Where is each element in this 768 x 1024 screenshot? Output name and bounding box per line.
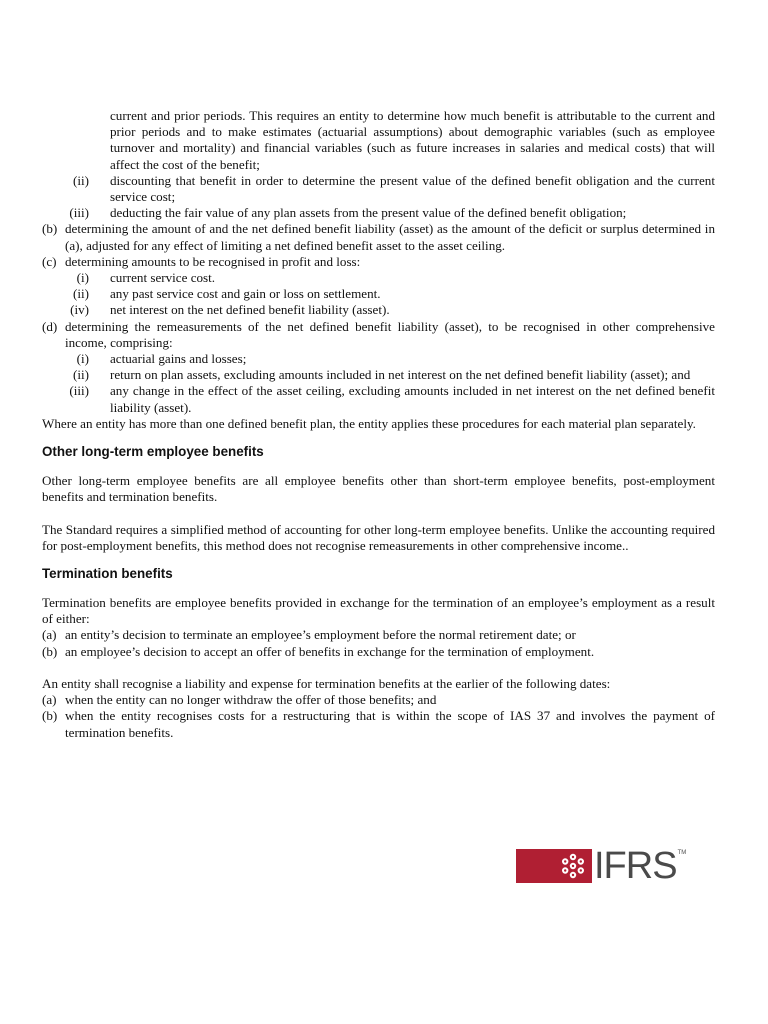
list-item-c <box>42 254 715 270</box>
paragraph: Termination benefits are employee benefits provided in exchange for the termination of an employee’s employment as a result of either: <box>42 595 715 627</box>
list-item <box>42 302 715 318</box>
list-item <box>42 708 715 740</box>
list-item <box>42 173 715 205</box>
list-number: (i) <box>76 351 89 367</box>
closing-paragraph: Where an entity has more than one defined benefit plan, the entity applies these procedures for each material plan separately. <box>42 415 696 431</box>
list-text: an employee’s decision to accept an offer of benefits in exchange for the termination of employment. <box>65 643 595 659</box>
list-text: determining the amount of and the net defined benefit liability (asset) as the amount of the deficit or surplus determined in (a), adjusted for any effect of limiting a net defined benefit asset to the asset ceiling. <box>65 221 715 253</box>
list-text: any change in the effect of the asset ceiling, excluding amounts included in net interest on the net defined benefit liability (asset). <box>110 383 715 415</box>
list-item <box>42 270 715 286</box>
list-number: (iii) <box>69 383 89 399</box>
list-text: return on plan assets, excluding amounts included in net interest on the net defined benefit liability (asset); and <box>110 367 691 383</box>
list-text: any past service cost and gain or loss on settlement. <box>110 286 381 302</box>
list-number: (iv) <box>70 302 89 318</box>
list-text: when the entity recognises costs for a restructuring that is within the scope of IAS 37 and involves the payment of termination benefits. <box>65 708 715 740</box>
list-text: net interest on the net defined benefit liability (asset). <box>110 302 390 318</box>
paragraph: Other long-term employee benefits are all employee benefits other than short-term employee benefits, post-employment benefits and termination benefits. <box>42 473 715 505</box>
logo-wordmark: IFRS <box>594 845 677 887</box>
list-text: deducting the fair value of any plan assets from the present value of the defined benefit obligation; <box>110 205 627 221</box>
section-heading-termination: Termination benefits <box>42 566 173 582</box>
list-item <box>42 383 715 415</box>
list-text: determining the remeasurements of the net defined benefit liability (asset), to be recognised in other comprehensive income, comprising: <box>65 318 715 350</box>
list-item <box>42 627 715 643</box>
list-item <box>42 367 715 383</box>
paragraph: An entity shall recognise a liability and expense for termination benefits at the earlier of the following dates: <box>42 676 611 692</box>
list-text: discounting that benefit in order to determine the present value of the defined benefit obligation and the current service cost; <box>110 172 715 205</box>
intro-continuation: current and prior periods. This requires an entity to determine how much benefit is attributable to the current and prior periods and to make estimates (actuarial assumptions) about demographic variables (such as employee turnover and mortality) and financial variables (such as future increases in salaries and medical costs) that will affect the cost of the benefit; <box>110 108 715 172</box>
list-item <box>42 644 715 660</box>
list-item <box>42 205 715 221</box>
list-text: when the entity can no longer withdraw the offer of those benefits; and <box>65 692 437 708</box>
list-number: (b) <box>42 708 58 724</box>
list-text: an entity’s decision to terminate an employee’s employment before the normal retirement date; or <box>65 627 576 643</box>
list-number: (ii) <box>73 286 89 302</box>
list-item <box>42 351 715 367</box>
paragraph: The Standard requires a simplified method of accounting for other long-term employee benefits. Unlike the accounting required for post-employment benefits, this method does not recognise remeasurements in other comprehensive income.. <box>42 521 715 553</box>
list-number: (a) <box>42 627 57 643</box>
list-number: (a) <box>42 692 57 708</box>
list-item <box>42 692 715 708</box>
list-number: (b) <box>42 221 58 237</box>
list-number: (b) <box>42 643 58 659</box>
list-number: (ii) <box>73 367 89 383</box>
list-number: (c) <box>42 253 57 269</box>
list-number: (ii) <box>73 172 89 188</box>
list-number: (iii) <box>69 205 89 221</box>
list-number: (d) <box>42 318 58 334</box>
trademark-mark: TM <box>677 850 687 856</box>
document-body <box>42 108 715 741</box>
list-item-d <box>42 319 715 351</box>
list-text: current service cost. <box>110 270 216 286</box>
section-heading-other-long-term: Other long-term employee benefits <box>42 444 264 460</box>
list-text: determining amounts to be recognised in profit and loss: <box>65 253 361 269</box>
ifrs-logo <box>516 846 702 886</box>
logo-band <box>516 849 592 883</box>
list-item <box>42 286 715 302</box>
list-number: (i) <box>76 270 89 286</box>
list-text: actuarial gains and losses; <box>110 351 247 367</box>
ifrs-flower-icon <box>560 853 586 879</box>
list-item-b <box>42 221 715 253</box>
